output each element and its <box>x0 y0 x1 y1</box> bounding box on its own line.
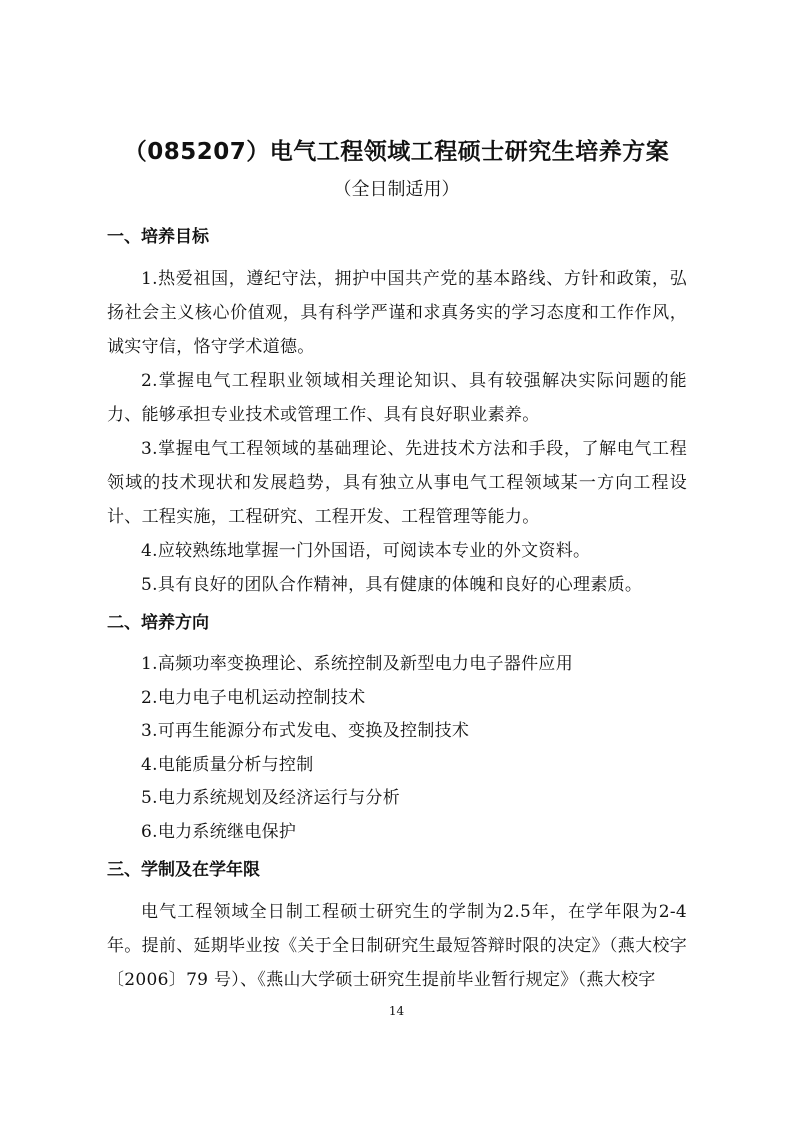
direction-item-2: 2.电力电子电机运动控制技术 <box>141 687 366 708</box>
section-duration <box>107 857 687 997</box>
goal-paragraph-3: 3.掌握电气工程领域的基础理论、先进技术方法和手段，了解电气工程领域的技术现状和发展趋势，具有独立从事电气工程领域某一方向工程设计、工程实施，工程研究、工程开发、工程管理等能力。 <box>107 439 687 527</box>
section-heading: 二、培养方向 <box>107 613 209 633</box>
page-number: 14 <box>388 1004 405 1018</box>
direction-item-5: 5.电力系统规划及经济运行与分析 <box>141 788 401 808</box>
section-heading: 一、培养目标 <box>107 227 209 247</box>
direction-item-1: 1.高频功率变换理论、系统控制及新型电力电子器件应用 <box>141 654 574 674</box>
document-subtitle: （全日制适用） <box>333 179 460 200</box>
direction-item-3: 3.可再生能源分布式发电、变换及控制技术 <box>141 721 470 741</box>
section-training-goals <box>107 224 687 602</box>
goal-paragraph-4: 4.应较熟练地掌握一门外国语，可阅读本专业的外文资料。 <box>141 541 591 561</box>
section-heading: 三、学制及在学年限 <box>107 860 260 880</box>
document-body <box>107 224 687 1005</box>
direction-item-6: 6.电力系统继电保护 <box>141 821 297 842</box>
goal-paragraph-5: 5.具有良好的团队合作精神，具有健康的体魄和良好的心理素质。 <box>141 575 643 595</box>
duration-paragraph: 电气工程领域全日制工程硕士研究生的学制为2.5年，在学年限为2-4年。提前、延期毕业按《关于全日制研究生最短答辩时限的决定》（燕大校字〔2006〕79 号）、《燕山大学硕士研究生提前毕业暂行规定》（燕大校字 <box>107 902 687 990</box>
goal-paragraph-1: 1.热爱祖国，遵纪守法，拥护中国共产党的基本路线、方针和政策，弘扬社会主义核心价值观，具有科学严谨和求真务实的学习态度和工作作风，诚实守信，恪守学术道德。 <box>107 269 687 357</box>
direction-item-4: 4.电能质量分析与控制 <box>141 754 314 775</box>
goal-paragraph-2: 2.掌握电气工程职业领域相关理论知识、具有较强解决实际问题的能力、能够承担专业技术或管理工作、具有良好职业素养。 <box>107 371 687 425</box>
document-title: （085207）电气工程领域工程硕士研究生培养方案 <box>123 139 670 165</box>
section-training-directions <box>107 610 687 849</box>
